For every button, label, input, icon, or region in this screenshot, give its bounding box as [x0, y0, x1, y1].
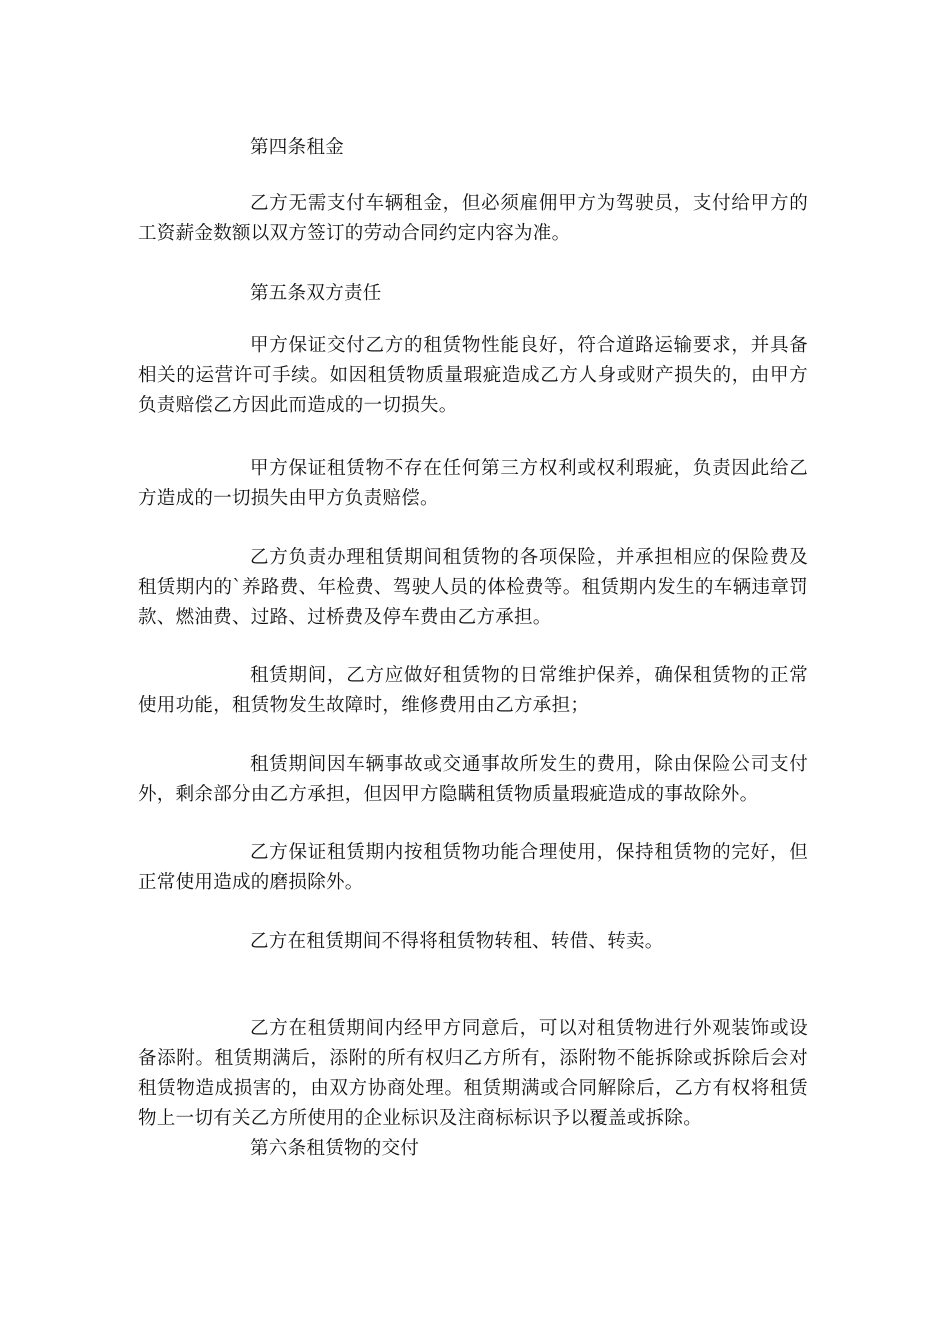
article-6-heading: 第六条租赁物的交付: [250, 1138, 420, 1159]
article-5-heading: 第五条双方责任: [250, 283, 382, 304]
accident-costs-paragraph: 租赁期间因车辆事故或交通事故所发生的费用，除由保险公司支付外，剩余部分由乙方承担，但因甲方隐瞒租赁物质量瑕疵造成的事故除外。: [138, 754, 808, 805]
party-a-guarantee-paragraph: 甲方保证交付乙方的租赁物性能良好，符合道路运输要求，并具备相关的运营许可手续。如因租赁物质量瑕疵造成乙方人身或财产损失的，由甲方负责赔偿乙方因此而造成的一切损失。: [138, 335, 808, 416]
article-4-heading: 第四条租金: [250, 137, 345, 158]
insurance-fees-paragraph: 乙方负责办理租赁期间租赁物的各项保险，并承担相应的保险费及租赁期内的`养路费、年检费、驾驶人员的体检费等。租赁期内发生的车辆违章罚款、燃油费、过路、过桥费及停车费由乙方承担。: [138, 547, 808, 628]
article-4-rent-paragraph: 乙方无需支付车辆租金，但必须雇佣甲方为驾驶员，支付给甲方的工资薪金数额以双方签订的劳动合同约定内容为准。: [138, 193, 808, 244]
proper-use-paragraph: 乙方保证租赁期内按租赁物功能合理使用，保持租赁物的完好，但正常使用造成的磨损除外。: [138, 842, 808, 893]
no-sublease-paragraph: 乙方在租赁期间不得将租赁物转租、转借、转卖。: [250, 931, 664, 952]
third-party-rights-paragraph: 甲方保证租赁物不存在任何第三方权利或权利瑕疵，负责因此给乙方造成的一切损失由甲方负责赔偿。: [138, 458, 808, 509]
modifications-paragraph: 乙方在租赁期间内经甲方同意后，可以对租赁物进行外观装饰或设备添附。租赁期满后，添附的所有权归乙方所有，添附物不能拆除或拆除后会对租赁物造成损害的，由双方协商处理。租赁期满或合同解除后，乙方有权将租赁物上一切有关乙方所使用的企业标识及注商标标识予以覆盖或拆除。: [138, 1018, 808, 1129]
maintenance-paragraph: 租赁期间，乙方应做好租赁物的日常维护保养，确保租赁物的正常使用功能，租赁物发生故障时，维修费用由乙方承担；: [138, 665, 808, 716]
